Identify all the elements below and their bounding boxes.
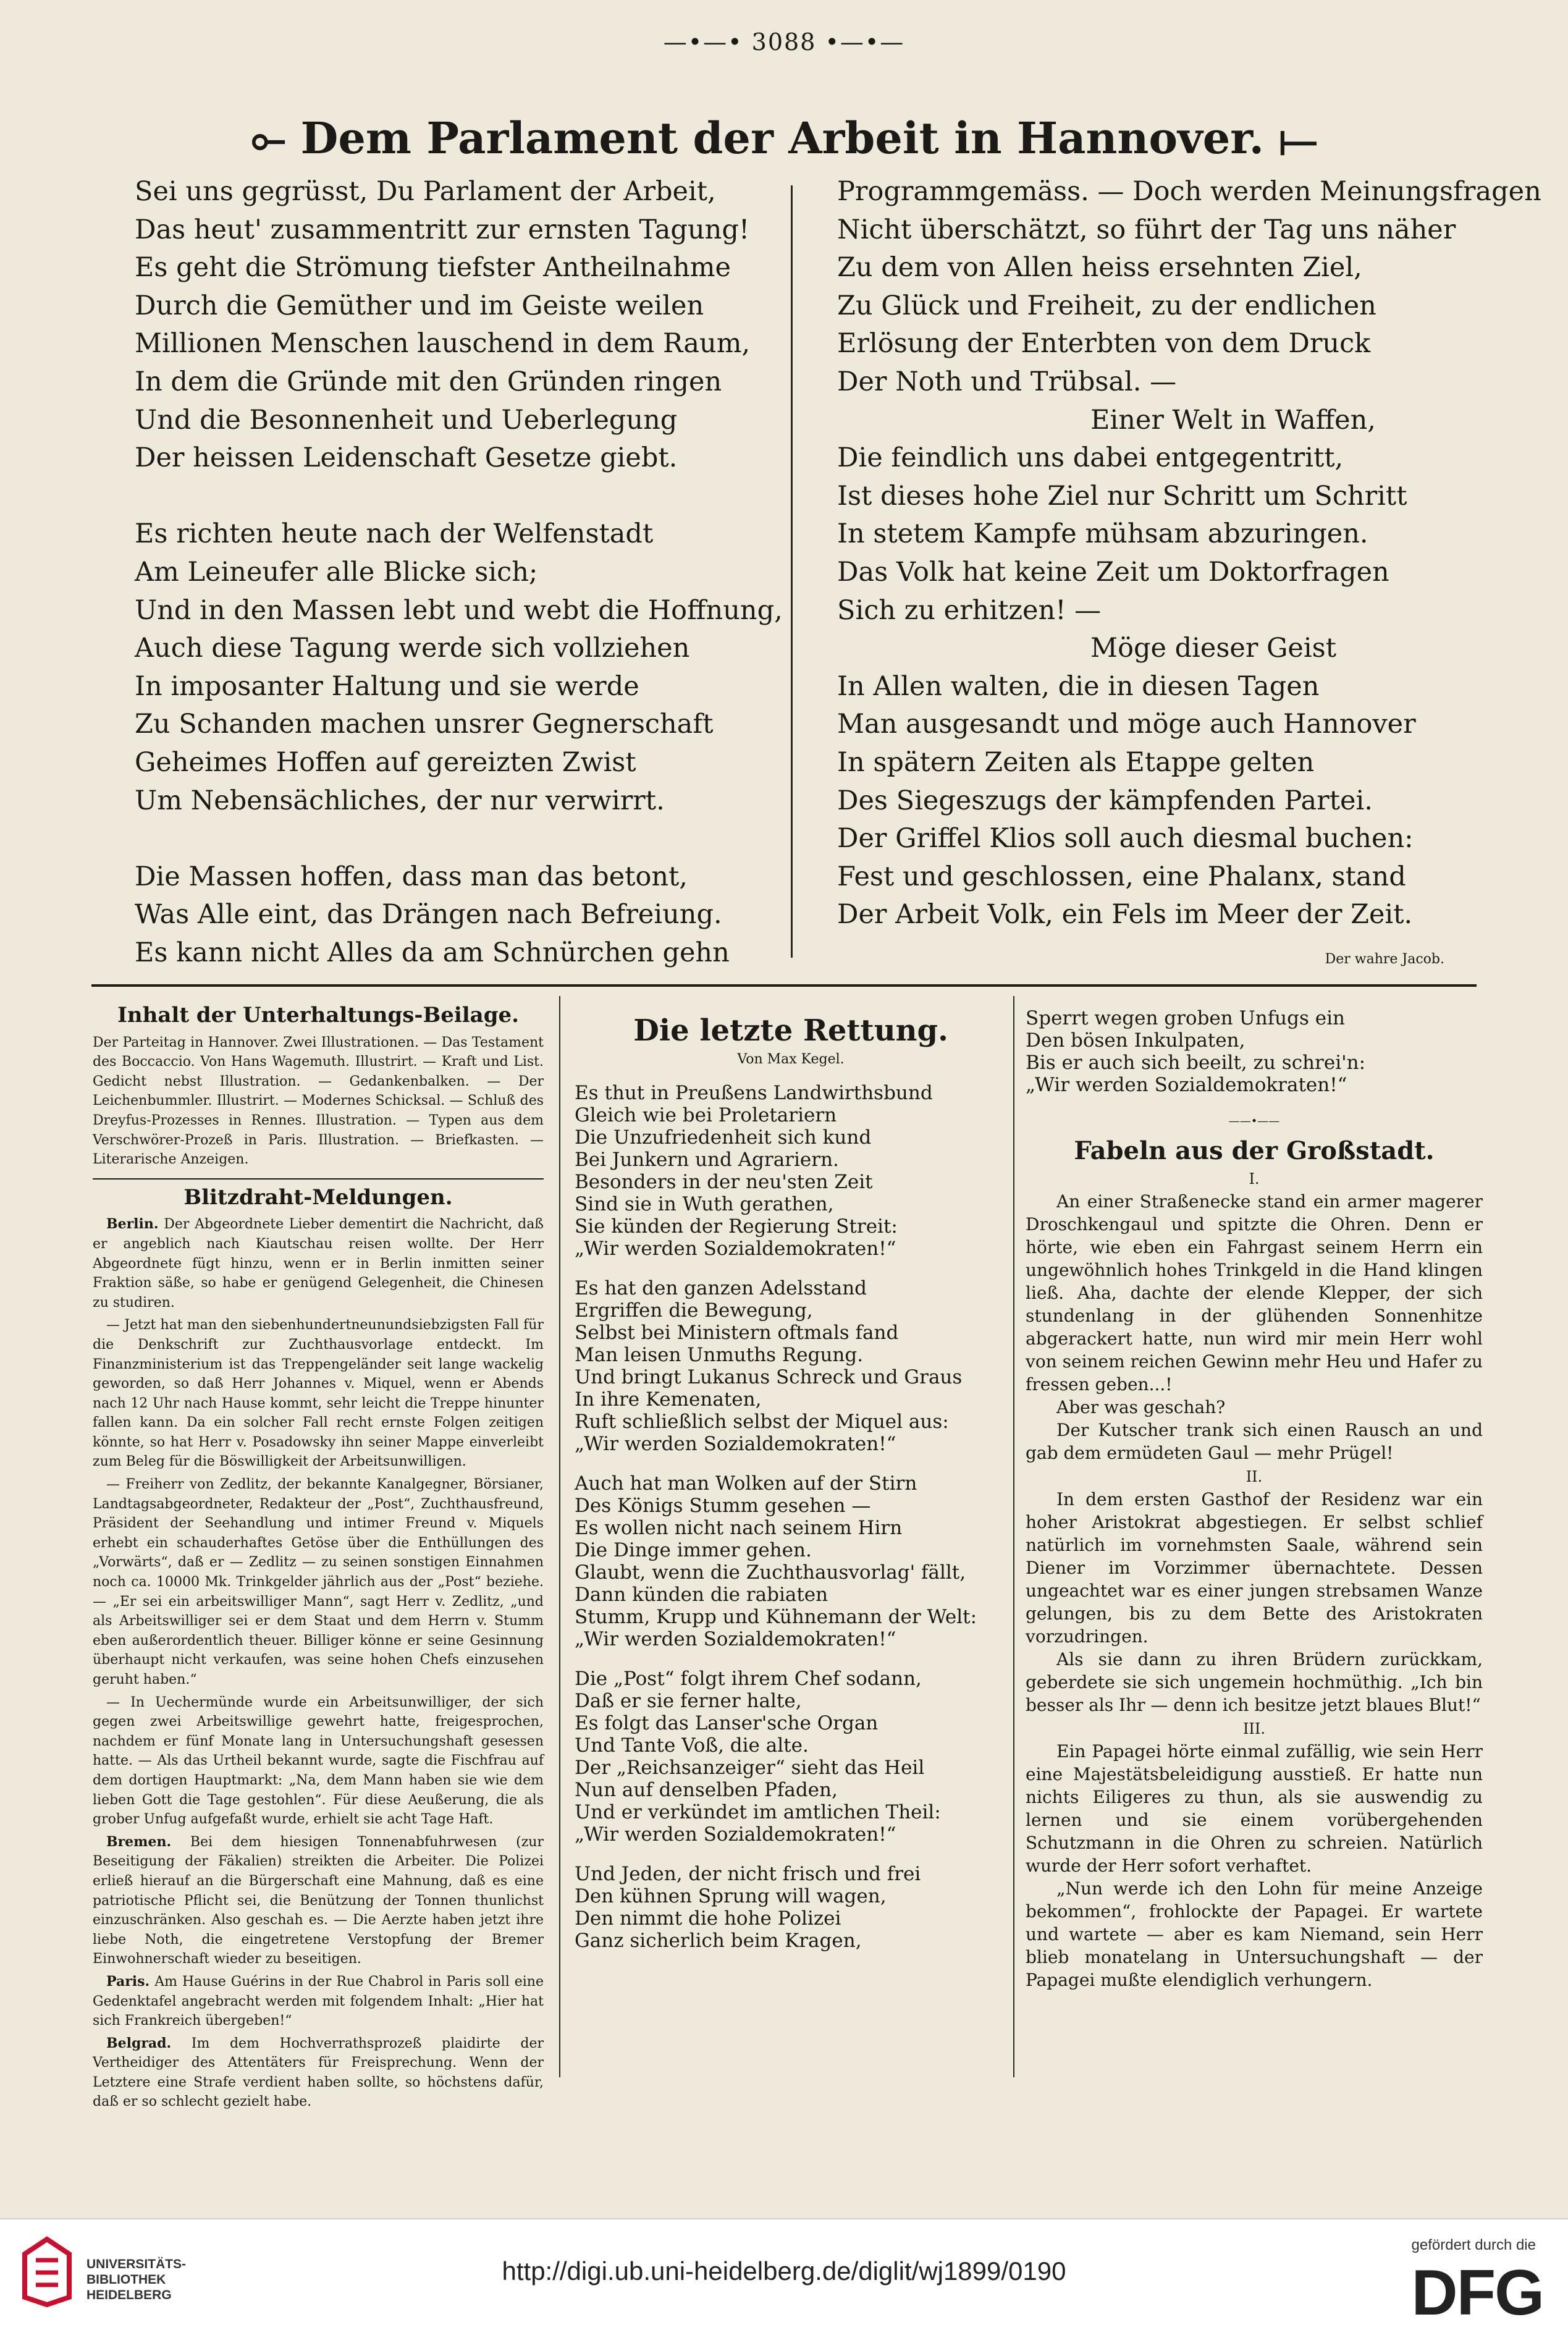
column-divider: [1013, 996, 1014, 2077]
poem-signature: Der wahre Jacob.: [1325, 952, 1444, 967]
telegram-place: Paris.: [106, 1973, 150, 1990]
column-rule: [93, 1178, 544, 1180]
fable-numeral: II.: [1246, 1468, 1263, 1485]
fable-paragraph: An einer Straßenecke stand ein armer magerer Droschkengaul und spitzte die Ohren. Denn er hörte, wie eben ein Fahrgast seinem Herrn ein ungewöhnlich hohes Trinkgeld in die Hand klingen ließ. Aha, dachte der elende Klepper, der sich stundenlang in der glühenden Sonnenhitze abgerackert hatte, nun wird mir mein Herr wohl von seinem reichen Gewinn mehr Heu und Hafer zu fressen geben...!: [1026, 1191, 1483, 1395]
rettung-stanzas: [575, 1082, 1007, 1952]
rettung-stanza: Die „Post“ folgt ihrem Chef sodann, Daß er sie ferner halte, Es folgt das Lanser'sche Organ Und Tante Voß, die alte. Der „Reichsanzeiger“ sieht das Heil Nun auf denselben Pfaden, Und er verkündet im amtlichen Theil: „Wir werden Sozialdemokraten!“: [575, 1668, 941, 1846]
telegrams-heading: Blitzdraht-Meldungen.: [183, 1184, 453, 1210]
telegram-place: Bremen.: [106, 1833, 172, 1850]
rettung-title: Die letzte Rettung.: [633, 1013, 948, 1048]
telegram-item: Belgrad. Im dem Hochverrathsprozeß plaidirte der Vertheidiger des Attentäters für Freisprechung. Wenn der Letztere eine Strafe verdient haben sollte, so höchstens dafür, daß er so schlecht gezielt habe.: [93, 2035, 544, 2110]
section-rule: [91, 984, 1477, 987]
column-rettung: [575, 1001, 1007, 2076]
fabeln-heading: Fabeln aus der Großstadt.: [1074, 1136, 1435, 1165]
poem-right-column: Programmgemäss. — Doch werden Meinungsfragen Nicht überschätzt, so führt der Tag uns näher Zu dem von Allen heiss ersehnten Ziel, Zu Glück und Freiheit, zu der endlichen Erlösung der Enterbten von dem Druck Der Noth und Trübsal. — Einer Welt in Waffen, Die feindlich uns dabei entgegentritt, Ist dieses hohe Ziel nur Schritt um Schritt In stetem Kampfe mühsam abzuringen. Das Volk hat keine Zeit um Doktorfragen Sich zu erhitzen! — Möge dieser Geist In Allen walten, die in diesen Tagen Man ausgesandt und möge auch Hannover In spätern Zeiten als Etappe gelten Des Siegeszugs der kämpfenden Partei. Der Griffel Klios soll auch diesmal buchen: Fest und geschlossen, eine Phalanx, stand Der Arbeit Volk, ein Fels im Meer der Zeit.: [837, 176, 1541, 931]
column-divider: [559, 996, 560, 2077]
fabeln-body: [1026, 1170, 1483, 1991]
fable-numeral: I.: [1249, 1170, 1260, 1188]
page-number: —•—• 3088 •—•—: [663, 28, 905, 56]
fable-paragraph: Als sie dann zu ihren Brüdern zurückkam, geberdete sie sich ungemein hochmüthig. „Ich bin besser als Ihr — denn ich besitze jetzt blaues Blut!“: [1026, 1649, 1483, 1715]
source-url[interactable]: http://digi.ub.uni-heidelberg.de/diglit/wj1899/0190: [502, 2256, 1066, 2286]
dfg-logo: DFG: [1411, 2257, 1543, 2329]
fable-paragraph: In dem ersten Gasthof der Residenz war ein hoher Aristokrat abgestiegen. Er selbst schlief natürlich im vornehmsten Saale, während sein Diener im Vorzimmer übernachtete. Dessen ungeachtet war es einer jungen strebsamen Wanze gelungen, bis zu dem Bette des Aristokraten vorzudringen.: [1026, 1489, 1483, 1647]
poem-left-column: Sei uns gegrüsst, Du Parlament der Arbeit, Das heut' zusammentritt zur ernsten Tagung! Es geht die Strömung tiefster Antheilnahme Durch die Gemüther und im Geiste weilen Millionen Menschen lauschend in dem Raum, In dem die Gründe mit den Gründen ringen Und die Besonnenheit und Ueberlegung Der heissen Leidenschaft Gesetze giebt. Es richten heute nach der Welfenstadt Am Leineufer alle Blicke sich; Und in den Massen lebt und webt die Hoffnung, Auch diese Tagung werde sich vollziehen In imposanter Haltung und sie werde Zu Schanden machen unsrer Gegnerschaft Geheimes Hoffen auf gereizten Zwist Um Nebensächliches, der nur verwirrt. Die Massen hoffen, dass man das betont, Was Alle eint, das Drängen nach Befreiung. Es kann nicht Alles da am Schnürchen gehn: [135, 176, 783, 968]
column-contents-telegrams: [93, 1001, 544, 2110]
rettung-stanza: Es hat den ganzen Adelsstand Ergriffen die Bewegung, Selbst bei Ministern oftmals fand Man leisen Unmuths Regung. Und bringt Lukanus Schreck und Graus In ihre Kemenaten, Ruft schließlich selbst der Miquel aus: „Wir werden Sozialdemokraten!“: [575, 1277, 963, 1455]
poem-title-text: Dem Parlament der Arbeit in Hannover.: [300, 112, 1265, 164]
poem-title: ⟜ Dem Parlament der Arbeit in Hannover. ⟝: [251, 112, 1317, 164]
fable-paragraph: Der Kutscher trank sich einen Rausch an und gab dem ermüdeten Gaul — mehr Prügel!: [1026, 1420, 1483, 1463]
rettung-stanza: Auch hat man Wolken auf der Stirn Des Königs Stumm gesehen — Es wollen nicht nach seinem Hirn Die Dinge immer gehen. Glaubt, wenn die Zuchthausvorlag' fällt, Dann künden die rabiaten Stumm, Krupp und Kühnemann der Welt: „Wir werden Sozialdemokraten!“: [575, 1472, 977, 1650]
column-fabeln: [1026, 1001, 1483, 2076]
rettung-stanza: Es thut in Preußens Landwirthsbund Gleich wie bei Proletariern Die Unzufriedenheit sich kund Bei Junkern und Agrariern. Besonders in der neu'sten Zeit Sind sie in Wuth gerathen, Sie künden der Regierung Streit: „Wir werden Sozialdemokraten!“: [575, 1082, 933, 1260]
rettung-byline: Von Max Kegel.: [737, 1052, 845, 1067]
fable-paragraph: Ein Papagei hörte einmal zufällig, wie sein Herr eine Majestätsbeleidigung ausstieß. Er hatte nun nichts Eiligeres zu thun, als sie auswendig zu lernen und sie einem vorübergehenden Schutzmann in die Ohren zu schreien. Natürlich wurde der Herr sofort verhaftet.: [1026, 1741, 1483, 1876]
poem-column-divider: [791, 185, 793, 958]
fable-paragraph: Aber was geschah?: [1056, 1397, 1226, 1417]
telegram-item: Bremen. Bei dem hiesigen Tonnenabfuhrwesen (zur Beseitigung der Fäkalien) streikten die Arbeiter. Die Polizei erließ hierauf an die Bürgerschaft eine Mahnung, daß es eine patriotische Pflicht sei, die Benützung der Tonnen thunlichst einzuschränken. Also geschah es. — Die Aerzte haben jetzt ihre liebe Noth, die eingetretene Verstopfung der Bremer Einwohnerschaft wieder zu beseitigen.: [93, 1833, 544, 1967]
contents-text: Der Parteitag in Hannover. Zwei Illustrationen. — Das Testament des Boccaccio. Von Hans Wagemuth. Illustrirt. — Kraft und List. Gedicht nebst Illustration. — Gedankenbalken. — Der Leichenbummler. Illustrirt. — Modernes Schicksal. — Schluß des Dreyfus-Prozesses in Rennes. Illustration. — Typen aus dem Verschwörer-Prozeß in Paris. Illustration. — Briefkasten. — Literarische Anzeigen.: [93, 1034, 544, 1168]
contents-heading: Inhalt der Unterhaltungs-Beilage.: [117, 1003, 519, 1028]
telegram-list: [93, 1215, 544, 2112]
funding-note: gefördert durch die: [1411, 2237, 1536, 2253]
star-separator: ——•——: [1228, 1115, 1280, 1128]
telegram-item: — Freiherr von Zedlitz, der bekannte Kanalgegner, Börsianer, Landtagsabgeordneter, Redakteur der „Post“, Zuchthausfreund, Präsident der Seehandlung und intimer Freund v. Miquels erhebt ein schauderhaftes Getöse über die Enthüllungen des „Vorwärts“, daß er — Zedlitz — zu seinen sonstigen Einnahmen noch ca. 10000 Mk. Trinkgelder jährlich aus der „Post“ beziehe. — „Er sei ein arbeitswilliger Mann“, sagt Herr v. Zedlitz, „und als Arbeitswilliger sei er dem Staat und dem Herrn v. Stumm eben außerordentlich theuer. Billiger könne er seine Gesinnung überhaupt nicht verkaufen, was seine hohen Chefs einzusehen geruht haben.“: [93, 1477, 544, 1687]
telegram-place: Berlin.: [106, 1216, 159, 1233]
fable-numeral: III.: [1242, 1720, 1266, 1737]
telegram-item: — Jetzt hat man den siebenhundertneunundsiebzigsten Fall für die Denkschrift zur Zuchthausvorlage entdeckt. Im Finanzministerium ist das Treppengeländer seit lange wackelig geworden, so daß Herr Johannes v. Miquel, wenn er Abends nach 12 Uhr nach Hause kommt, sehr leicht die Treppe hinunter fallen kann. Da ein solcher Fall recht ernste Folgen zeitigen könnte, so hat Herr v. Posadowsky ihn seiner Mappe einverleibt zum Beleg für die Böswilligkeit der Arbeitsunwilligen.: [93, 1317, 544, 1470]
telegram-place: Belgrad.: [106, 2035, 172, 2051]
rettung-continuation: Sperrt wegen groben Unfugs ein Den bösen Inkulpaten, Bis er auch sich beeilt, zu schrei'n: „Wir werden Sozialdemokraten!“: [1026, 1007, 1366, 1096]
telegram-item: — In Uechermünde wurde ein Arbeitsunwilliger, der sich gegen zwei Arbeitswillige gewehrt hatte, freigesprochen, nachdem er fünf Monate lang in Untersuchungshaft gesessen hatte. — Als das Urtheil bekannt wurde, sagte die Fischfrau auf dem dortigen Hauptmarkt: „Na, dem Mann haben sie wie dem lieben Gott die Tage gestohlen“. Für diese Aeußerung, die als grober Unfug aufgefaßt wurde, erhielt sie acht Tage Haft.: [93, 1694, 544, 1828]
telegram-item: Berlin. Der Abgeordnete Lieber dementirt die Nachricht, daß er angeblich nach Kiautschau reisen wollte. Der Herr Abgeordnete fügt hinzu, wenn er in Berlin inmitten seiner Fraktion säße, so habe er genügend Gelegenheit, die Chinesen zu studiren.: [93, 1216, 544, 1311]
fable-paragraph: „Nun werde ich den Lohn für meine Anzeige bekommen“, frohlockte der Papagei. Er wartete und wartete — aber es kam Niemand, sein Herr blieb monatelang in Untersuchungshaft — der Papagei mußte elendiglich verhungern.: [1026, 1878, 1483, 1990]
footer-bar: [0, 2218, 1568, 2330]
university-name: UNIVERSITÄTS- BIBLIOTHEK HEIDELBERG: [86, 2257, 187, 2302]
telegram-item: Paris. Am Hause Guérins in der Rue Chabrol in Paris soll eine Gedenktafel angebracht werden mit folgendem Inhalt: „Hier hat sich Frankreich übergeben!“: [93, 1973, 544, 2029]
rettung-stanza: Und Jeden, der nicht frisch und frei Den kühnen Sprung will wagen, Den nimmt die hohe Polizei Ganz sicherlich beim Kragen,: [575, 1863, 921, 1952]
page-number-value: 3088: [751, 28, 817, 56]
